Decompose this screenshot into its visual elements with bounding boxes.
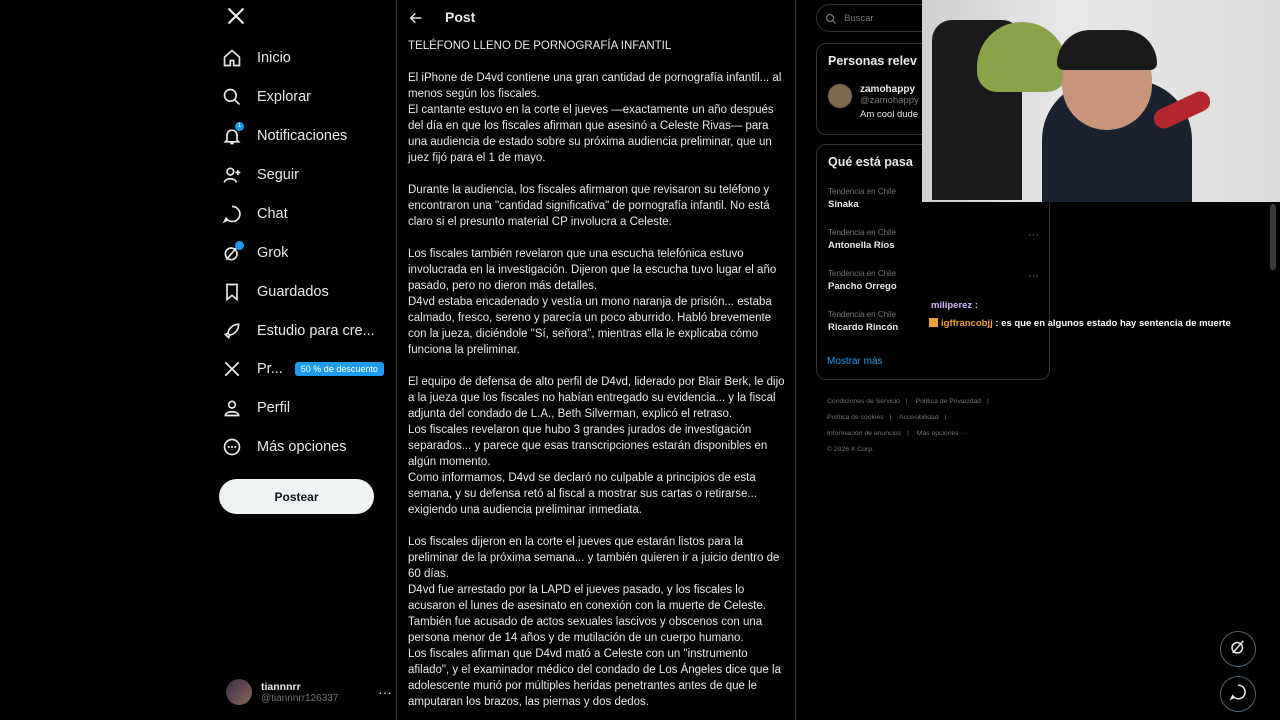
- search-placeholder: Buscar: [844, 12, 874, 24]
- suggested-user[interactable]: [828, 84, 919, 120]
- trend-item[interactable]: [828, 187, 896, 210]
- post-column: [396, 0, 796, 720]
- search-icon: [825, 12, 837, 24]
- footer-link[interactable]: Accesibilidad: [898, 414, 939, 421]
- trends-title: Qué está pasa: [828, 155, 913, 169]
- person-icon: [220, 396, 244, 420]
- trend-context: Tendencia en Chile: [828, 269, 897, 278]
- user-handle: @tiannnrr126337: [261, 692, 339, 704]
- post-header: [397, 0, 796, 36]
- nav-item-chat[interactable]: [220, 196, 288, 232]
- nav-item-guardados[interactable]: [220, 274, 329, 310]
- back-arrow-icon[interactable]: [408, 10, 424, 26]
- chat-icon: [220, 202, 244, 226]
- avatar: [828, 84, 852, 108]
- nav-item-seguir[interactable]: [220, 157, 299, 193]
- article-paragraph: Los fiscales dijeron en la corte el jueves que estarán listos para la preliminar de la próxima semana... y también quieren ir a juicio dentro de 60 días.: [408, 536, 780, 580]
- trend-name: Sinaka: [828, 199, 859, 210]
- x-icon: [220, 357, 244, 381]
- article-paragraph: D4vd estaba encadenado y vestía un mono naranja de prisión... estaba calmado, fresco, sereno y parecía un poco aburrido. Habló brevemente con la jueza, diciéndole "Sí, señora", mientras ella le explicaba cómo funciona la preliminar.: [408, 296, 772, 356]
- article-paragraph: Los fiscales afirman que D4vd mató a Celeste con un "instrumento afilado", y el examinador médico del condado de Los Ángeles dice que la adolescente murió por múltiples heridas penetrantes antes de que le amputaran los brazos, las piernas y dos dedos.: [408, 648, 781, 708]
- footer-link[interactable]: Política de Privacidad: [915, 398, 981, 405]
- grok-icon: [1229, 638, 1247, 661]
- nav-label: Explorar: [257, 89, 311, 105]
- article-paragraph: También fue acusado de actos sexuales lascivos y obscenos con una persona menor de 14 años y de mutilación de un cuerpo humano.: [408, 616, 763, 644]
- show-more-link[interactable]: Mostrar más: [827, 356, 883, 367]
- add-user-icon: [220, 163, 244, 187]
- x-logo-icon[interactable]: [226, 6, 252, 32]
- more-circle-icon: [220, 435, 244, 459]
- trend-name: Antonella Ríos: [828, 240, 895, 251]
- stream-chat-line: [929, 318, 1231, 329]
- nav-label: Perfil: [257, 400, 291, 416]
- article-paragraph: TELÉFONO LLENO DE PORNOGRAFÍA INFANTIL: [408, 40, 672, 52]
- nav-item-inicio[interactable]: [220, 40, 291, 76]
- trend-name: Ricardo Rincón: [828, 322, 899, 333]
- trend-item[interactable]: [828, 310, 898, 333]
- footer-link[interactable]: Política de cookies: [827, 414, 884, 421]
- trend-item[interactable]: [828, 269, 897, 292]
- nav-label: Seguir: [257, 167, 299, 183]
- scrollbar-thumb[interactable]: [1270, 204, 1276, 270]
- nav-label: Notificaciones: [257, 128, 348, 144]
- article-paragraph: El cantante estuvo en la corte el jueves —exactamente un año después del día en que los fiscales afirman que asesinó a Celeste Rivas— para una audiencia de estado sobre su próxima audiencia preliminar, que un juez fijó para el 1 de mayo.: [408, 104, 774, 164]
- stream-chat-line: [931, 300, 978, 311]
- nav-item-notificaciones[interactable]: [220, 118, 347, 154]
- who-to-follow-title: Personas relev: [828, 54, 917, 68]
- grok-fab[interactable]: [1220, 631, 1256, 667]
- nav-item-explorar[interactable]: [220, 79, 311, 115]
- copyright: © 2026 X Corp.: [827, 446, 874, 453]
- chat-badge-icon: [929, 318, 938, 327]
- search-icon: [220, 85, 244, 109]
- chat-username: miliperez :: [931, 300, 978, 311]
- trend-item[interactable]: [828, 228, 896, 251]
- trend-context: Tendencia en Chile: [828, 228, 897, 237]
- nav-label: Más opciones: [257, 439, 347, 455]
- user-name: tiannnrr: [261, 680, 301, 693]
- suggested-user-name: zamohappy: [860, 84, 916, 95]
- trend-context: Tendencia en Chile: [828, 187, 897, 196]
- premium-promo-badge: 50 % de descuento: [295, 362, 384, 376]
- suggested-user-bio: Am cool dude: [860, 109, 919, 120]
- nav-label: Pr...: [257, 361, 283, 377]
- article-paragraph: El equipo de defensa de alto perfil de D4vd, liderado por Blair Berk, le dijo a la jueza que los fiscales no habían entregado su evidencia... y la fiscal adjunta del condado de L.A., Beth Silverman, explicó el retraso.: [408, 376, 785, 420]
- article-paragraph: D4vd fue arrestado por la LAPD el jueves pasado, y los fiscales lo acusaron el lunes de asesinato en conexión con la muerte de Celeste.: [408, 584, 767, 612]
- nav-label: Estudio para cre...: [257, 323, 375, 339]
- article-paragraph: El iPhone de D4vd contiene una gran cantidad de pornografía infantil... al menos según los fiscales.: [408, 72, 782, 100]
- footer-links: Condiciones de Servicio | Política de Privacidad | Política de cookies | Accesibilidad | Información de anuncios | Más opciones ··· © 2026 X Corp.: [827, 394, 1047, 458]
- article-paragraph: Los fiscales también revelaron que una escucha telefónica estuvo involucrada en la investigación. Dijeron que la escucha tuvo lugar el año pasado, pero no dieron más detalles.: [408, 248, 777, 292]
- account-switcher[interactable]: [226, 676, 392, 708]
- more-icon[interactable]: ···: [378, 684, 392, 700]
- footer-link[interactable]: Información de anuncios: [827, 430, 902, 437]
- trend-context: Tendencia en Chile: [828, 310, 897, 319]
- trend-name: Pancho Orrego: [828, 281, 897, 292]
- home-icon: [220, 46, 244, 70]
- nav-label: Grok: [257, 245, 289, 261]
- nav-label: Guardados: [257, 284, 329, 300]
- grok-badge-dot: [235, 241, 244, 250]
- messages-fab[interactable]: [1220, 676, 1256, 712]
- suggested-user-handle: @zamohappy: [860, 95, 919, 106]
- bell-icon: [220, 124, 244, 148]
- post-body: [408, 38, 790, 710]
- chat-icon: [1229, 683, 1247, 706]
- nav-item-mas-opciones[interactable]: [220, 429, 346, 465]
- article-paragraph: Como informamos, D4vd se declaró no culpable a principios de esta semana, y su defensa retó al fiscal a mostrar sus cartas o retirarse... exigiendo una audiencia preliminar inmediata.: [408, 472, 757, 516]
- nav-item-perfil[interactable]: [220, 390, 290, 426]
- trend-more-icon[interactable]: ···: [1028, 229, 1039, 241]
- bookmark-icon: [220, 280, 244, 304]
- page-title: Post: [445, 9, 476, 25]
- nav-label: Chat: [257, 206, 288, 222]
- rocket-icon: [220, 319, 244, 343]
- article-paragraph: Los fiscales revelaron que hubo 3 grandes jurados de investigación separados... y parece que esas transcripciones estarán disponibles en algún momento.: [408, 424, 768, 468]
- chat-message: : es que en algunos estado hay sentencia de muerte: [992, 318, 1231, 329]
- avatar: [226, 679, 252, 705]
- trend-more-icon[interactable]: ···: [1028, 270, 1039, 282]
- webcam-overlay: [922, 0, 1280, 202]
- post-button[interactable]: Postear: [219, 479, 374, 514]
- notification-badge: 1: [235, 122, 244, 131]
- chat-username: igffrancobjj: [941, 318, 993, 329]
- nav-label: Inicio: [257, 50, 291, 66]
- nav-item-premium[interactable]: [220, 351, 384, 387]
- footer-link[interactable]: Condiciones de Servicio: [827, 398, 900, 405]
- left-nav: [210, 0, 396, 720]
- nav-item-grok[interactable]: [220, 235, 288, 271]
- footer-link[interactable]: Más opciones ···: [916, 430, 968, 437]
- grok-icon: [220, 241, 244, 265]
- nav-item-estudio[interactable]: [220, 313, 375, 349]
- article-paragraph: Durante la audiencia, los fiscales afirmaron que revisaron su teléfono y encontraron una "cantidad significativa" de pornografía infantil. No está claro si el presunto material CP involucra a Celeste.: [408, 184, 770, 228]
